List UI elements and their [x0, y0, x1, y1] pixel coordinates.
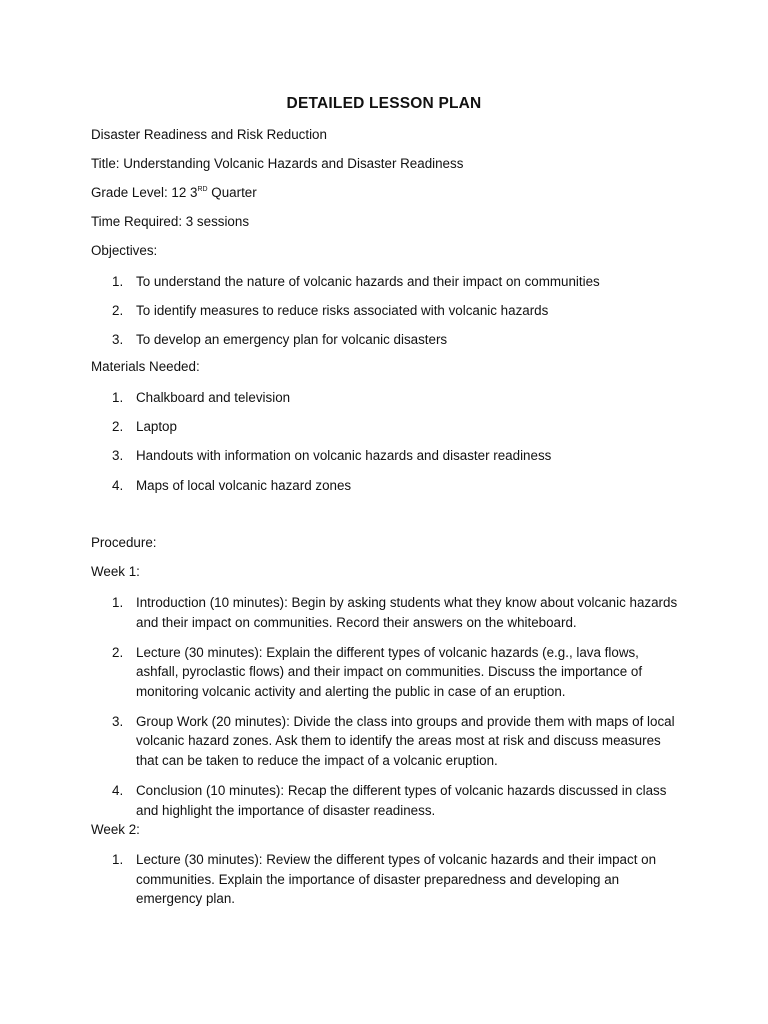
- list-item: 3. Handouts with information on volcanic hazards and disaster readiness: [112, 447, 552, 463]
- list-item: 2. Laptop: [112, 418, 177, 434]
- procedure-heading: Procedure:: [91, 535, 157, 550]
- list-item: 2. To identify measures to reduce risks associated with volcanic hazards: [112, 302, 549, 318]
- grade-level-line: [91, 185, 257, 200]
- document-title: DETAILED LESSON PLAN: [286, 95, 482, 112]
- list-item: 3. Group Work (20 minutes): Divide the class into groups and provide them with maps of local volcanic hazard zones. Ask them to identify the areas most at risk and discuss measures that can be taken to reduce the impact of a volcanic eruption.: [112, 713, 675, 768]
- list-item: 3. To develop an emergency plan for volcanic disasters: [112, 331, 448, 347]
- week1-heading: Week 1:: [91, 564, 140, 579]
- week1-list: [0, 593, 681, 820]
- list-item: 1. Introduction (10 minutes): Begin by asking students what they know about volcanic hazards and their impact on communities. Record their answers on the whiteboard.: [112, 595, 678, 630]
- list-item: 4. Maps of local volcanic hazard zones: [112, 477, 352, 493]
- objectives-heading: Objectives:: [91, 243, 158, 258]
- time-required-line: Time Required: 3 sessions: [91, 214, 250, 229]
- materials-heading: Materials Needed:: [91, 359, 200, 374]
- list-item: 1. Lecture (30 minutes): Review the different types of volcanic hazards and their impact on communities. Explain the importance of disaster preparedness and developing an emergency plan.: [112, 852, 657, 907]
- grade-level-suffix: Quarter: [207, 185, 257, 200]
- list-item: 4. Conclusion (10 minutes): Recap the different types of volcanic hazards discussed in class and highlight the importance of disaster readiness.: [112, 782, 667, 818]
- subject-line: Disaster Readiness and Risk Reduction: [91, 127, 327, 142]
- week2-heading: Week 2:: [91, 822, 140, 837]
- week2-list: [0, 850, 681, 909]
- lesson-title-line: Title: Understanding Volcanic Hazards and Disaster Readiness: [91, 156, 464, 171]
- objectives-list: [0, 272, 681, 350]
- materials-list: [0, 388, 681, 496]
- grade-level-prefix: Grade Level: 12 3: [91, 185, 198, 200]
- grade-level-sup: RD: [197, 186, 208, 193]
- list-item: 1. To understand the nature of volcanic hazards and their impact on communities: [112, 274, 600, 289]
- list-item: 1. Chalkboard and television: [112, 390, 291, 405]
- list-item: 2. Lecture (30 minutes): Explain the different types of volcanic hazards (e.g., lava flows, ashfall, pyroclastic flows) and their impact on communities. Discuss the importance of monitoring volcanic activity and alerting the public in case of an eruption.: [112, 644, 643, 699]
